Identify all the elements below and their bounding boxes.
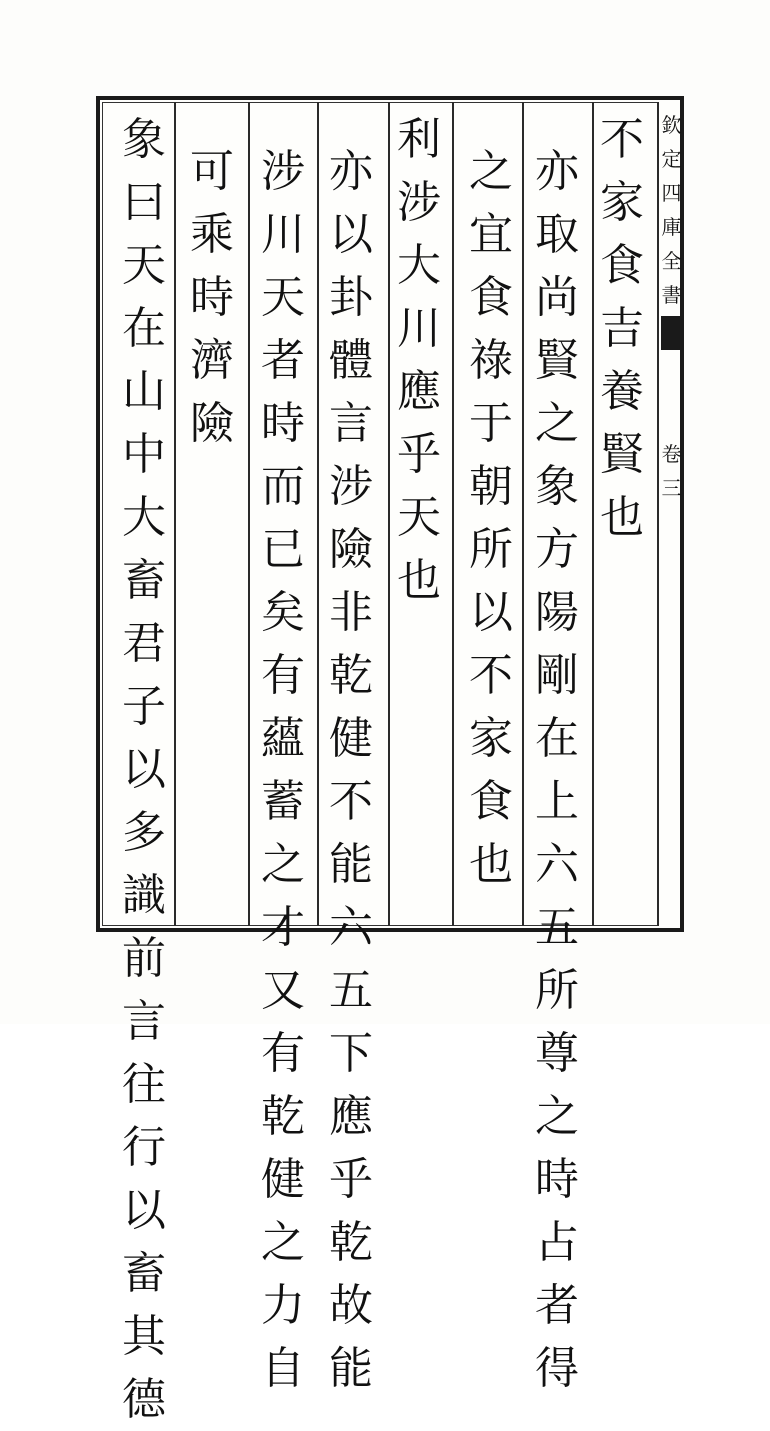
- character: 不: [600, 114, 644, 165]
- character: 者: [535, 1280, 579, 1331]
- character: 方: [535, 524, 579, 575]
- character: 大: [122, 492, 166, 543]
- character: 食: [469, 272, 513, 323]
- character: 所: [469, 524, 513, 575]
- character: 而: [261, 461, 305, 512]
- character: 天: [261, 272, 305, 323]
- character: 卦: [329, 272, 373, 323]
- character: 畜: [122, 555, 166, 606]
- character: 力: [261, 1280, 305, 1331]
- character: 濟: [190, 335, 234, 386]
- column-rule: [248, 102, 250, 926]
- character: 之: [535, 398, 579, 449]
- character: 行: [122, 1122, 166, 1173]
- character: 險: [190, 398, 234, 449]
- character: 書: [661, 283, 682, 307]
- character: 不: [469, 650, 513, 701]
- character: 乎: [397, 429, 441, 480]
- character: 五: [535, 902, 579, 953]
- character: 應: [329, 1091, 373, 1142]
- character: 得: [535, 1343, 579, 1394]
- character: 定: [661, 147, 682, 171]
- character: 四: [661, 181, 682, 205]
- character: 以: [122, 1185, 166, 1236]
- column-rule: [317, 102, 319, 926]
- character: 蘊: [261, 713, 305, 764]
- character: 乾: [261, 1091, 305, 1142]
- character: 識: [122, 870, 166, 921]
- character: 朝: [469, 461, 513, 512]
- character: 多: [122, 807, 166, 858]
- character: 有: [261, 650, 305, 701]
- character: 體: [329, 335, 373, 386]
- character: 所: [535, 965, 579, 1016]
- character: 應: [397, 366, 441, 417]
- character: 言: [122, 996, 166, 1047]
- character: 故: [329, 1280, 373, 1331]
- character: 乾: [329, 1217, 373, 1268]
- character: 乎: [329, 1154, 373, 1205]
- character: 健: [329, 713, 373, 764]
- character: 象: [122, 114, 166, 165]
- character: 五: [329, 965, 373, 1016]
- character: 畜: [122, 1248, 166, 1299]
- character: 健: [261, 1154, 305, 1205]
- margin-strip: [659, 102, 684, 926]
- text-column-4: [393, 108, 445, 612]
- character: 者: [261, 335, 305, 386]
- character: 欽: [661, 113, 682, 137]
- character: 非: [329, 587, 373, 638]
- character: 能: [329, 1343, 373, 1394]
- character: 也: [469, 839, 513, 890]
- character: 亦: [329, 146, 373, 197]
- character: 言: [329, 398, 373, 449]
- character: 以: [469, 587, 513, 638]
- column-rule: [452, 102, 454, 926]
- margin-title: [659, 108, 684, 312]
- character: 亦: [535, 146, 579, 197]
- column-rule: [522, 102, 524, 926]
- character: 上: [535, 776, 579, 827]
- character: 之: [469, 146, 513, 197]
- character: 之: [261, 1217, 305, 1268]
- character: 賢: [535, 335, 579, 386]
- text-column-1: [596, 108, 648, 549]
- character: 吉: [600, 303, 644, 354]
- character: 家: [600, 177, 644, 228]
- character: 陽: [535, 587, 579, 638]
- column-rule: [592, 102, 594, 926]
- character: 賢: [600, 429, 644, 480]
- character: 自: [261, 1343, 305, 1394]
- character: 有: [261, 1028, 305, 1079]
- character: 六: [535, 839, 579, 890]
- character: 于: [469, 398, 513, 449]
- character: 祿: [469, 335, 513, 386]
- character: 以: [122, 744, 166, 795]
- character: 能: [329, 839, 373, 890]
- column-rule: [174, 102, 176, 926]
- character: 德: [122, 1374, 166, 1425]
- character: 家: [469, 713, 513, 764]
- text-column-5: [325, 140, 377, 1400]
- character: 之: [261, 839, 305, 890]
- character: 往: [122, 1059, 166, 1110]
- character: 食: [600, 240, 644, 291]
- character: 庫: [661, 215, 682, 239]
- character: 才: [261, 902, 305, 953]
- character: 又: [261, 965, 305, 1016]
- column-rule: [388, 102, 390, 926]
- character: 蓄: [261, 776, 305, 827]
- character: 也: [600, 492, 644, 543]
- character: 宜: [469, 209, 513, 260]
- margin-fishtail-mark: [661, 316, 681, 350]
- character: 三: [661, 476, 682, 500]
- character: 利: [397, 114, 441, 165]
- character: 養: [600, 366, 644, 417]
- character: 取: [535, 209, 579, 260]
- character: 涉: [261, 146, 305, 197]
- text-column-2: [531, 140, 583, 1400]
- character: 大: [397, 240, 441, 291]
- text-column-3: [465, 140, 517, 896]
- character: 川: [261, 209, 305, 260]
- character: 矣: [261, 587, 305, 638]
- character: 其: [122, 1311, 166, 1362]
- character: 時: [535, 1154, 579, 1205]
- text-column-8: [118, 108, 170, 1431]
- character: 涉: [397, 177, 441, 228]
- character: 尊: [535, 1028, 579, 1079]
- character: 子: [122, 681, 166, 732]
- character: 涉: [329, 461, 373, 512]
- character: 之: [535, 1091, 579, 1142]
- character: 剛: [535, 650, 579, 701]
- character: 已: [261, 524, 305, 575]
- character: 曰: [122, 177, 166, 228]
- text-column-7: [186, 140, 238, 455]
- character: 時: [190, 272, 234, 323]
- character: 可: [190, 146, 234, 197]
- character: 不: [329, 776, 373, 827]
- character: 卷: [661, 442, 682, 466]
- character: 在: [122, 303, 166, 354]
- character: 全: [661, 249, 682, 273]
- character: 前: [122, 933, 166, 984]
- character: 也: [397, 555, 441, 606]
- character: 在: [535, 713, 579, 764]
- character: 山: [122, 366, 166, 417]
- character: 六: [329, 902, 373, 953]
- character: 君: [122, 618, 166, 669]
- character: 食: [469, 776, 513, 827]
- character: 以: [329, 209, 373, 260]
- character: 尚: [535, 272, 579, 323]
- character: 中: [122, 429, 166, 480]
- character: 乾: [329, 650, 373, 701]
- character: 下: [329, 1028, 373, 1079]
- character: 時: [261, 398, 305, 449]
- character: 險: [329, 524, 373, 575]
- text-column-6: [257, 140, 309, 1400]
- character: 川: [397, 303, 441, 354]
- character: 天: [397, 492, 441, 543]
- character: 乘: [190, 209, 234, 260]
- margin-volume: [659, 437, 684, 505]
- character: 象: [535, 461, 579, 512]
- character: 天: [122, 240, 166, 291]
- character: 占: [535, 1217, 579, 1268]
